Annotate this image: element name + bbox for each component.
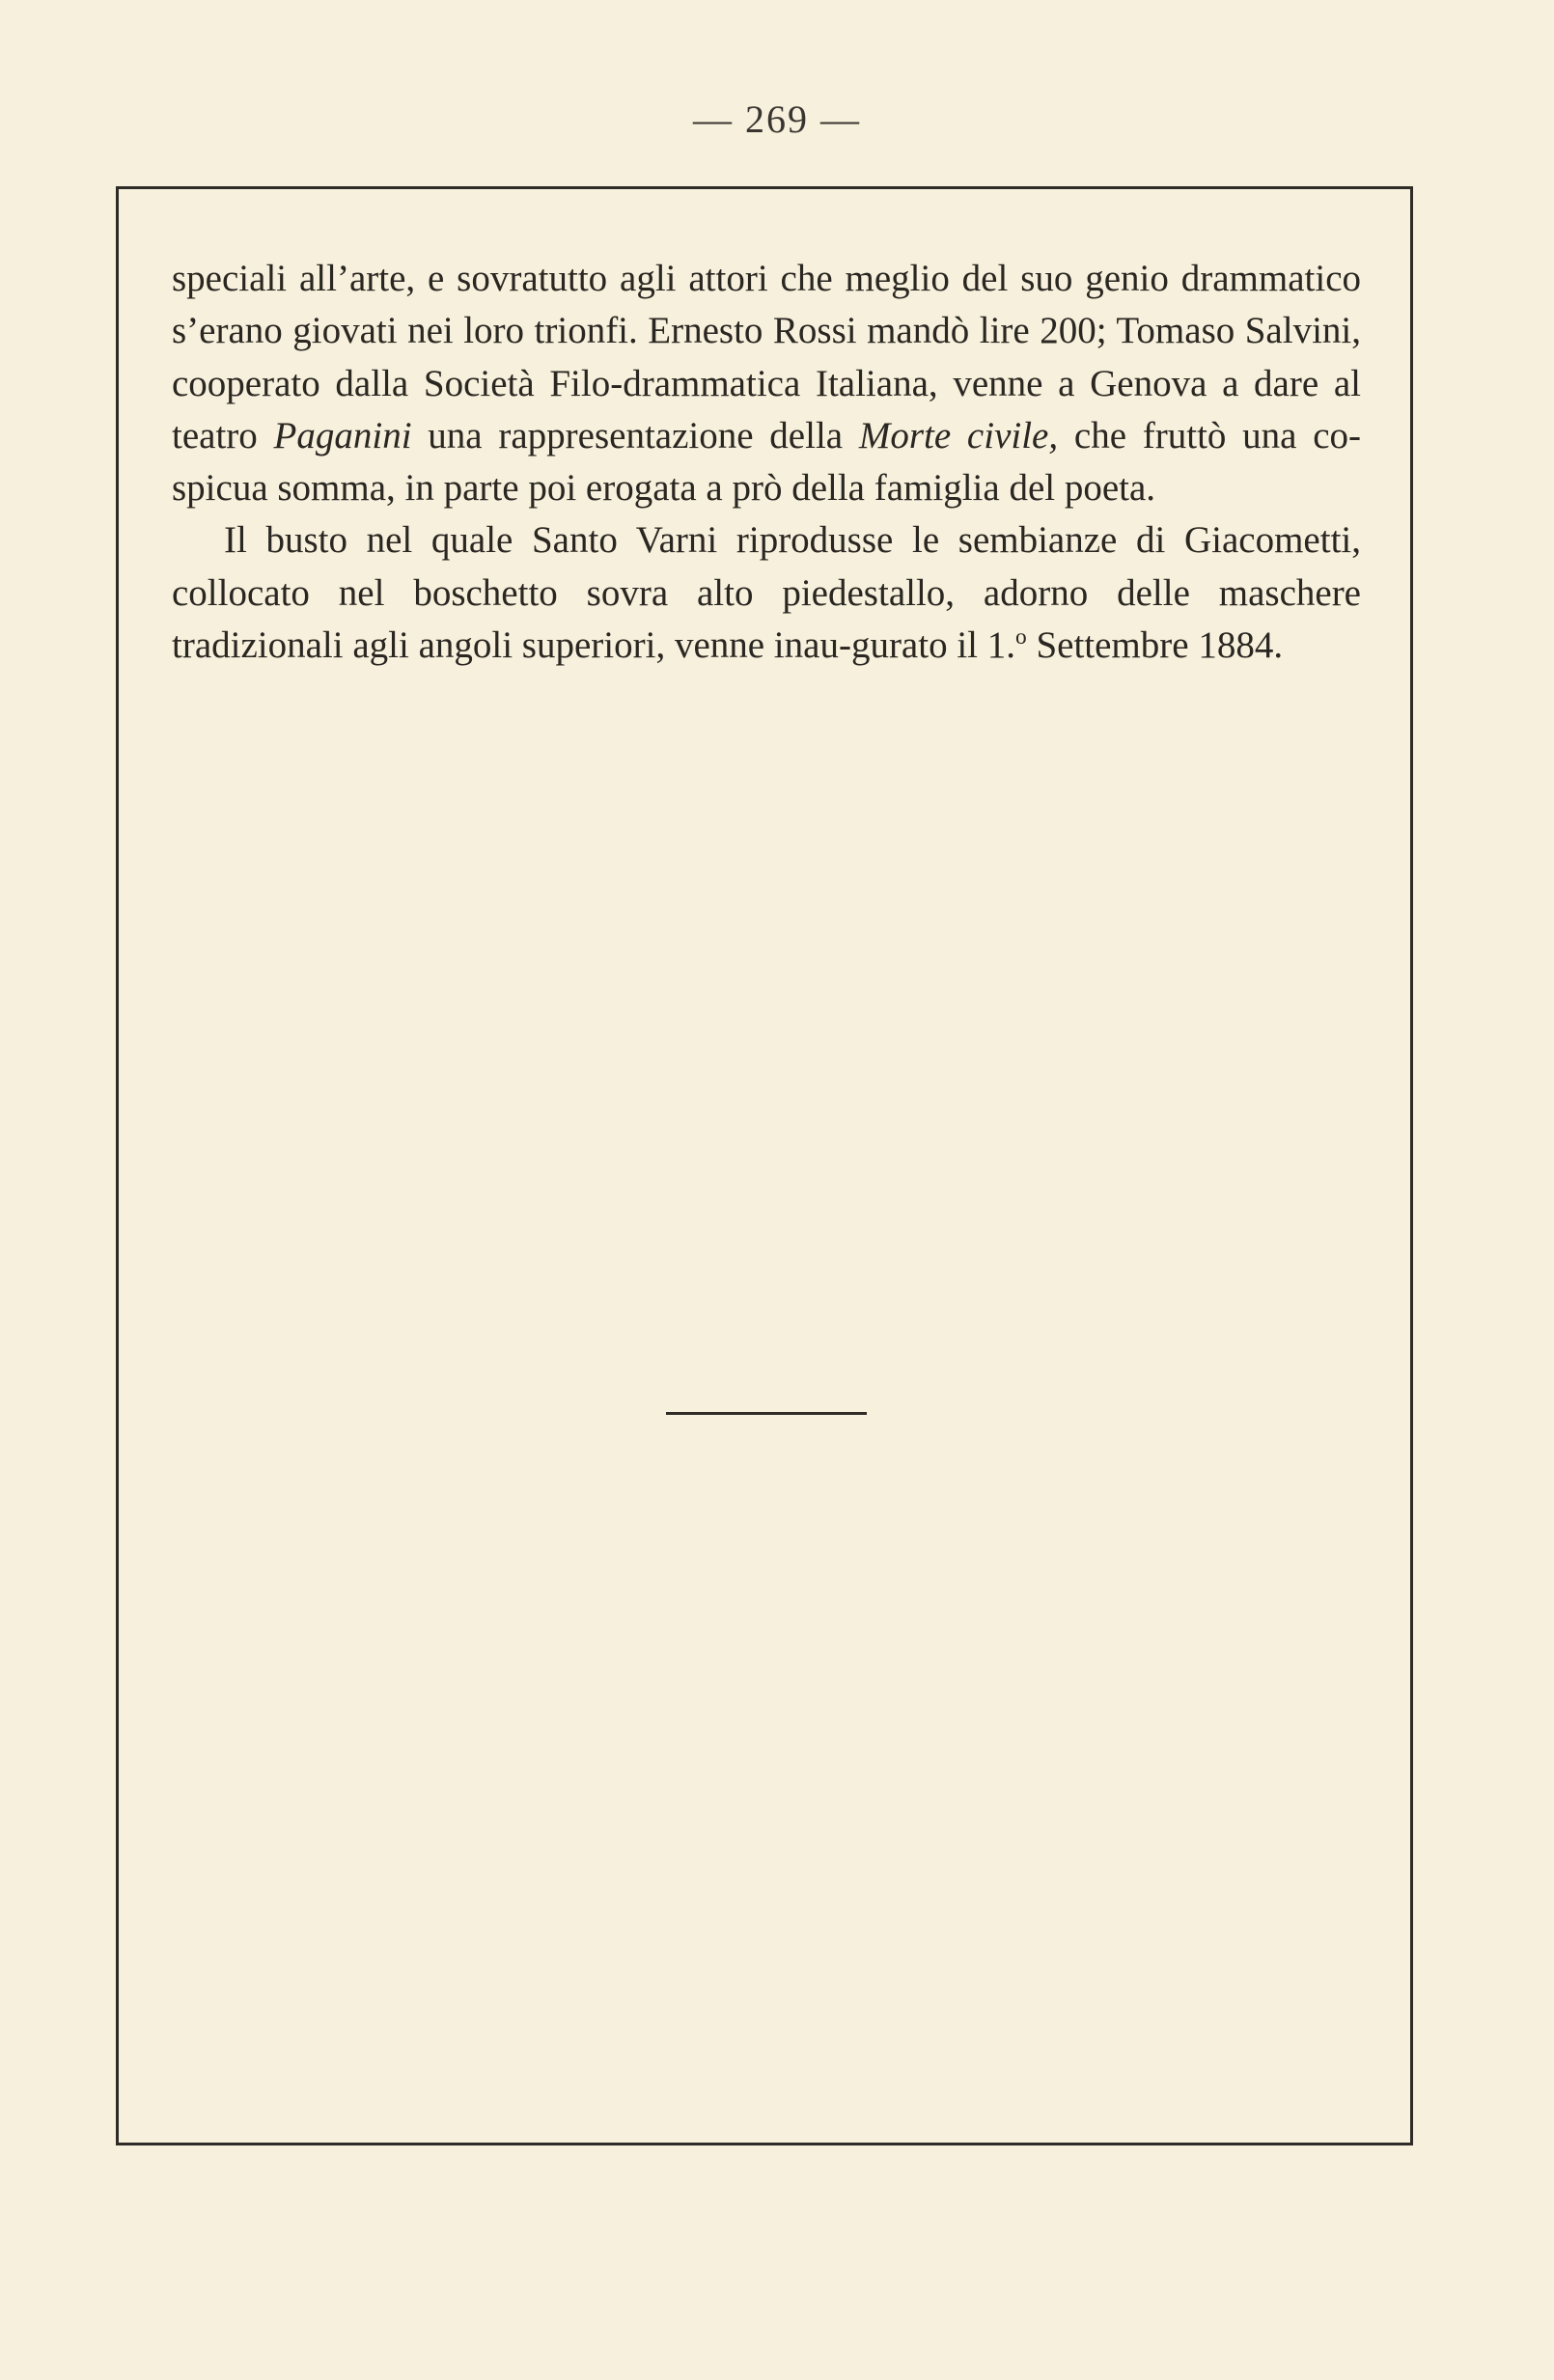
theatre-name-italic: Paganini: [273, 414, 412, 457]
closing-rule: [666, 1412, 867, 1415]
paragraph-1: [172, 253, 1361, 514]
paragraph-1-text-c: che fruttò una co-spicua somma, in parte poi erogata a prò della famiglia del poeta.: [172, 414, 1362, 510]
ordinal-superscript: o: [1015, 624, 1027, 650]
paragraph-2-text-a: Il busto nel quale Santo Varni riprodusse le sembianze di Giacometti, collocato nel boschetto sovra alto piedestallo, adorno delle maschere tradizionali agli angoli superiori, venne inau-gurato il 1.: [172, 519, 1361, 667]
page-number: — 269 —: [693, 97, 861, 141]
body-text: [172, 253, 1361, 672]
paragraph-1-text-b: una rappresentazione della: [411, 414, 859, 457]
paragraph-2-text-b: Settembre 1884.: [1026, 624, 1284, 667]
paragraph-2: [172, 514, 1361, 672]
play-title-italic: Morte civile,: [858, 414, 1059, 457]
paragraph-1-text-a: speciali all’arte, e sovratutto agli attori che meglio del suo genio drammatico s’erano giovati nei loro trionfi. Ernesto Rossi mandò lire 200; Tomaso Salvini, cooperato dalla Società Filo-drammatica Italiana, venne a Genova a dare al teatro: [172, 258, 1361, 457]
